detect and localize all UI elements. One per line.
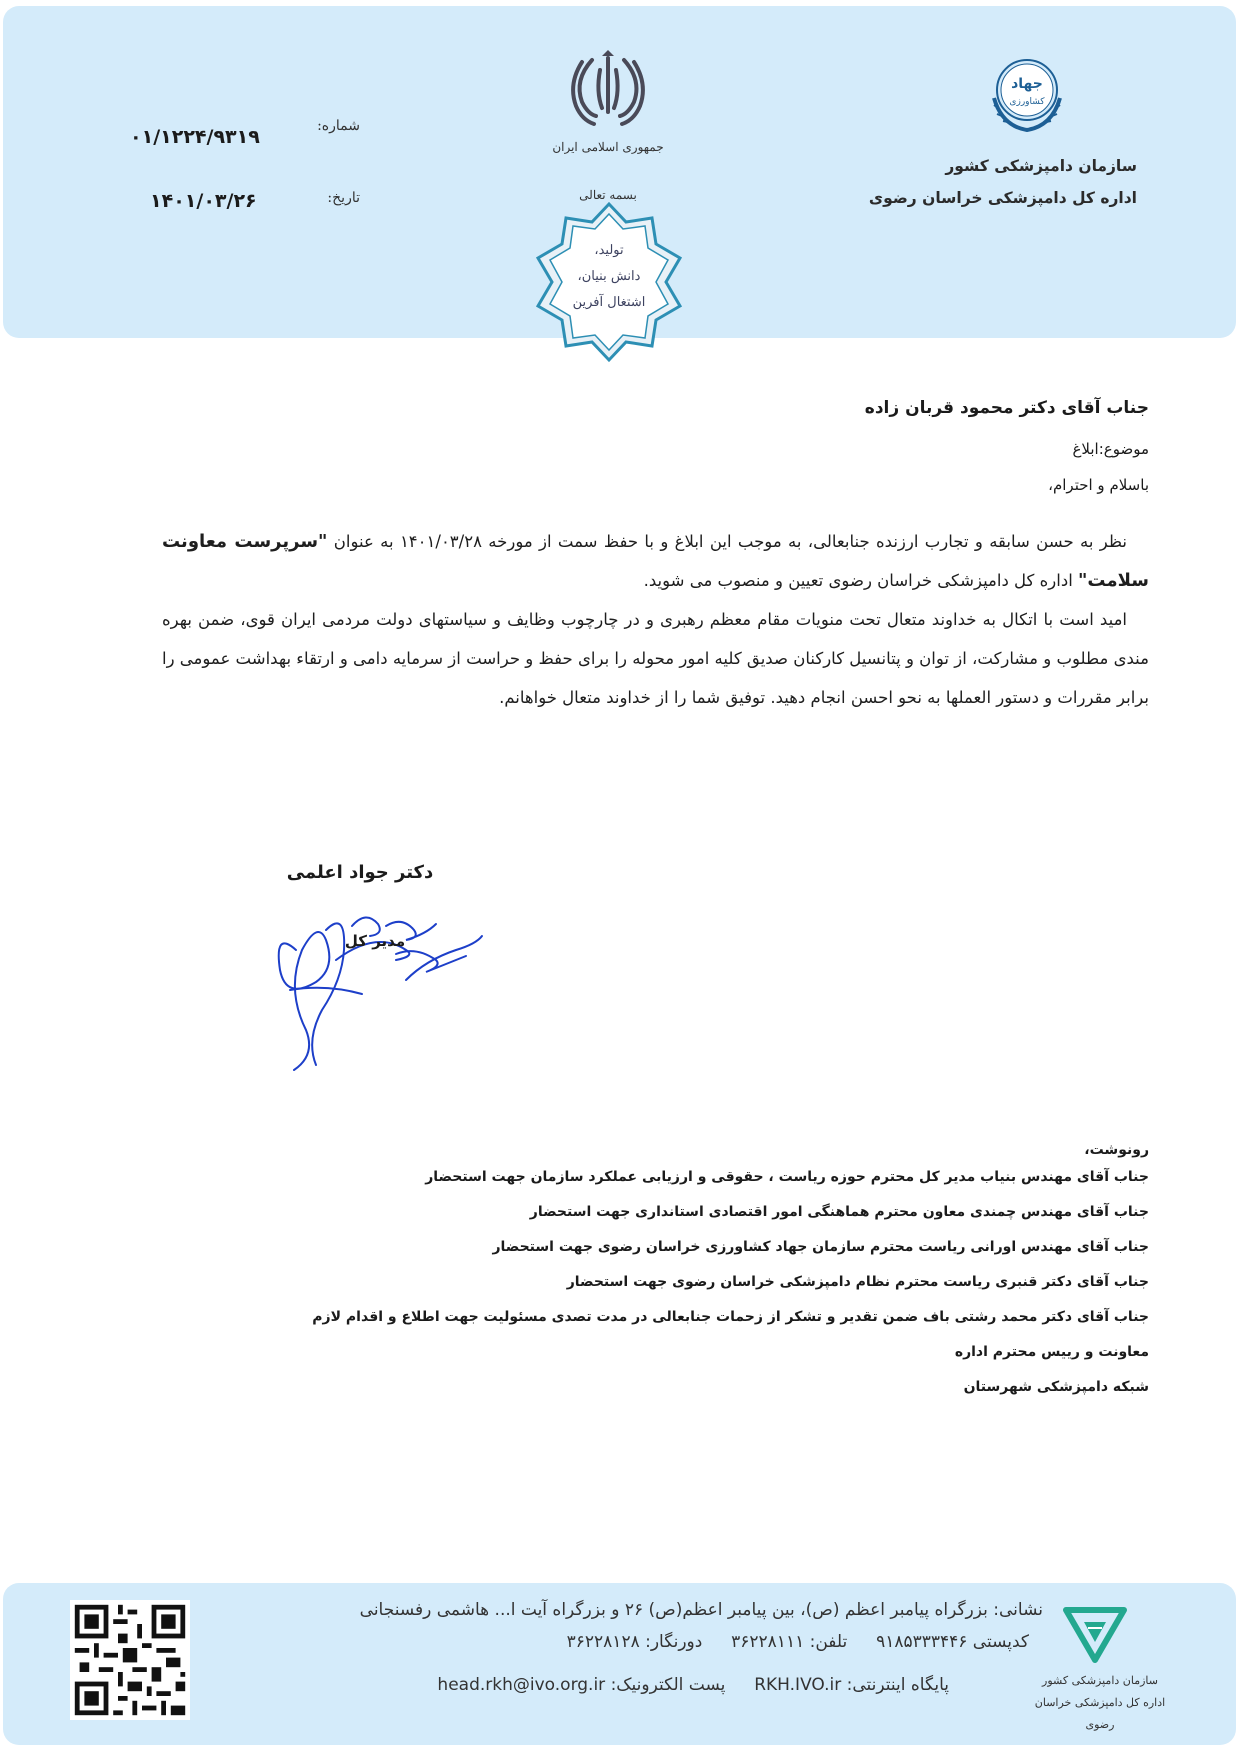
handwritten-signature [266,890,488,1076]
paragraph-1-start: نظر به حسن سابقه و تجارب ارزنده جنابعالی، به موجب این ابلاغ و با حفظ سمت از مورخه ۱۴۰۱/۰۳/۲۸ به عنوان [333,532,1127,551]
footer-org-name [1030,1670,1170,1736]
footer-contact-line [567,1632,1029,1652]
cc-item: جناب آقای مهندس چمندی معاون محترم هماهنگی امور اقتصادی استانداری جهت استحضار [529,1204,1149,1220]
iran-emblem-icon [566,50,650,132]
date-label: تاریخ: [327,190,360,206]
postal-label: کدپستی [972,1632,1029,1652]
cc-item: جناب آقای دکتر محمد رشتی باف ضمن تقدیر و تشکر از زحمات جنابعالی در مدت تصدی مسئولیت جهت اطلاع و اقدام لازم [312,1309,1149,1325]
paragraph-1 [162,522,1149,600]
phone-label: تلفن: [809,1632,848,1652]
website-link[interactable]: RKH.IVO.ir [754,1675,842,1695]
signer-name: دکتر جواد اعلمی [286,862,434,883]
position-title: "سرپرست معاونت سلامت" [162,531,1149,591]
cc-item: جناب آقای دکتر قنبری ریاست محترم نظام دامپزشکی خراسان رضوی جهت استحضار [566,1274,1149,1290]
org-logo-text-2: کشاورزی [1009,97,1045,107]
footer-org-line-1: سازمان دامپزشکی کشور [1042,1674,1158,1687]
footer-address: نشانی: بزرگراه پیامبر اعظم (ص)، بین پیامبر اعظم(ص) ۲۶ و بزرگراه آیت ا... هاشمی رفسنجانی [359,1600,1043,1620]
addressee: جناب آقای دکتر محمود قربان زاده [864,398,1149,418]
signer-title: مدیر کل [344,932,406,950]
postal-value: ۹۱۸۵۳۳۳۴۴۶ [876,1632,968,1652]
footer-org-line-2: اداره کل دامپزشکی خراسان رضوی [1034,1696,1166,1731]
qr-code-icon [70,1600,190,1720]
cc-list [189,1160,1149,1405]
ivo-logo [1056,1604,1134,1666]
jahad-keshavarzi-logo [972,50,1082,140]
cc-item: معاونت و رییس محترم اداره [954,1344,1149,1360]
slogan-line-3: اشتغال آفرین [572,295,646,310]
fax-label: دورنگار: [645,1632,703,1652]
fax-value: ۳۶۲۲۸۱۲۸ [566,1632,640,1652]
slogan-line-1: تولید، [594,243,624,258]
number-label: شماره: [317,118,360,134]
email-link[interactable]: head.rkh@ivo.org.ir [437,1675,606,1695]
cc-item: جناب آقای مهندس بنیاب مدیر کل محترم حوزه ریاست ، حقوقی و ارزیابی عملکرد سازمان جهت استحضار [425,1169,1149,1185]
organization-name [837,150,1137,214]
emblem-caption: جمهوری اسلامی ایران [552,140,664,154]
website-label: پایگاه اینترنتی: [846,1675,949,1695]
letter-body [162,522,1149,717]
paragraph-2: امید است با اتکال به خداوند متعال تحت منویات مقام معظم رهبری و در چارچوب وظایف و سیاستهای دولت مردمی ایران قوی، ضمن بهره مندی مطلوب و مشارکت، از توان و پتانسیل کارکنان صدیق کلیه امور محوله را برای حفظ و حراست از سرمایه دامی و ارتقاء بهداشت عمومی را برابر مقررات و دستور العملها به نحو احسن انجام دهید. توفیق شما را از خداوند متعال خواهانم. [162,610,1149,707]
phone-value: ۳۶۲۲۸۱۱۱ [731,1632,805,1652]
subject-line: موضوع:ابلاغ [1072,440,1149,458]
cc-heading: رونوشت، [1084,1142,1149,1158]
cc-item: جناب آقای مهندس اورانی ریاست محترم سازمان جهاد کشاورزی خراسان رضوی جهت استحضار [492,1239,1149,1255]
cc-item: شبکه دامپزشکی شهرستان [963,1379,1149,1395]
slogan-line-2: دانش بنیان، [577,269,641,284]
organization-line-1: سازمان دامپزشکی کشور [945,157,1137,175]
org-logo-text-1: جهاد [1011,76,1043,92]
date-value: ۱۴۰۱/۰۳/۲۶ [150,190,257,212]
greeting: باسلام و احترام، [1048,476,1149,494]
email-label: پست الکترونیک: [610,1675,726,1695]
bismillah: بسمه تعالی [579,188,637,202]
paragraph-1-end: اداره کل دامپزشکی خراسان رضوی تعیین و منصوب می شوید. [643,571,1073,590]
footer-web-line [437,1675,949,1695]
number-value: ۰۱/۱۲۲۴/۹۳۱۹ [130,126,260,148]
slogan-text [552,238,666,316]
organization-line-2: اداره کل دامپزشکی خراسان رضوی [868,189,1137,207]
